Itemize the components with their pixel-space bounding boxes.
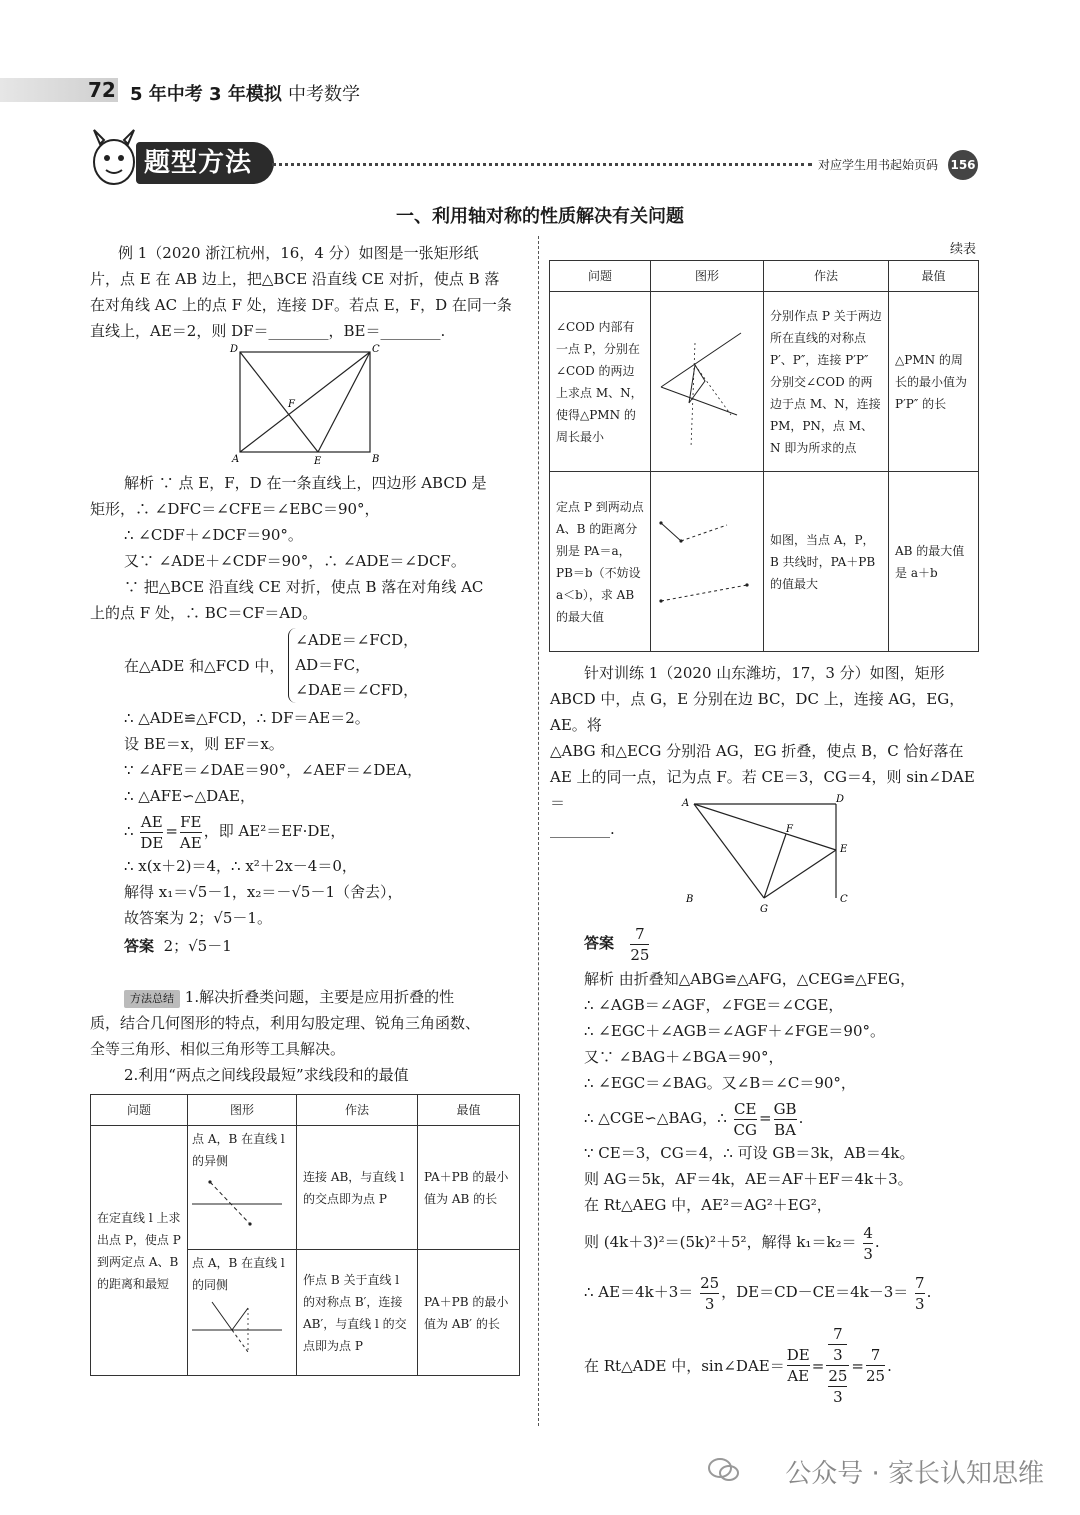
table-header: 最值 xyxy=(889,261,979,292)
frac-den: 3 xyxy=(833,1346,843,1364)
page-number: 72 xyxy=(88,78,116,102)
fig1-label-c: C xyxy=(372,344,380,355)
figure-caption: 点 A，B 在直线 l 的异侧 xyxy=(192,1132,285,1168)
fig2-label-e: E xyxy=(840,844,848,855)
example-1-line: 在对角线 AC 上的点 F 处，连接 DF。若点 E，F，D 在同一条 xyxy=(90,296,512,314)
frac-den: 25 xyxy=(865,1367,886,1385)
watermark: 公众号 · 家长认知思维 xyxy=(785,1459,1044,1489)
similarity-line: ∴ △CGE∽△BAG，∴ $\frac{CE}{CG}$ = $\frac{GB}{BA}$ . xyxy=(584,1099,804,1139)
analysis-line: 则 AG＝5k，AF＝4k，AE＝AF＋EF＝4k＋3。 xyxy=(584,1170,913,1188)
solve-line: 则 (4k＋3)²＝(5k)²＋5²，解得 k₁＝k₂＝ $\frac{4}{3}$ . xyxy=(584,1223,880,1263)
system-line: AD＝FC， xyxy=(295,656,371,674)
fig2-label-d: D xyxy=(836,794,845,805)
frac-den: 3 xyxy=(915,1294,925,1313)
frac-num: 7 xyxy=(915,1273,925,1292)
training-1-figure xyxy=(676,790,866,920)
fraction xyxy=(774,1099,797,1140)
summary-line: 2.利用“两点之间线段最短”求线段和的最值 xyxy=(124,1066,409,1084)
figure-angle-triangle xyxy=(651,303,751,453)
training-line: 针对训练 1（2020 山东潍坊，17，3 分）如图，矩形 xyxy=(584,664,945,682)
frac-den: 3 xyxy=(863,1244,873,1263)
example-1-line: 例 1（2020 浙江杭州，16，4 分）如图是一张矩形纸 xyxy=(118,244,479,262)
frac-num: CE xyxy=(734,1099,757,1118)
analysis-line: ∴ △ADE≌△FCD，∴ DF＝AE＝2。 xyxy=(124,709,370,727)
training-line: ABCD 中，点 G，E 分别在边 BC，DC 上，连接 AG，EG，AE。将 xyxy=(550,690,965,734)
frac-num: 25 xyxy=(828,1367,848,1385)
fig2-label-a: A xyxy=(682,798,690,809)
solve-prefix: 则 (4k＋3)²＝(5k)²＋5²，解得 k₁＝k₂＝ xyxy=(584,1233,857,1251)
analysis-line: ∵ ∠AFE＝∠DAE＝90°，∠AEF＝∠DEA， xyxy=(124,761,423,779)
fig2-label-f: F xyxy=(786,824,793,835)
frac-num: 7 xyxy=(630,924,649,945)
frac-den: AE xyxy=(179,833,202,852)
table-cell-value: PA＋PB 的最小值为 AB 的长 xyxy=(418,1126,520,1250)
example-1 xyxy=(90,240,530,344)
fig2-label-c: C xyxy=(840,894,848,905)
analysis-line: ∴ x(x＋2)＝4，∴ x²＋2x－4＝0， xyxy=(124,857,357,875)
frac-den: 3 xyxy=(833,1388,843,1406)
banner-dotted-line xyxy=(272,163,812,166)
frac-num: GB xyxy=(773,1099,797,1118)
table-cell-value: △PMN 的周长的最小值为 P′P″ 的长 xyxy=(889,292,979,472)
book-title: 5 年中考 3 年模拟 xyxy=(130,84,282,105)
method-table-1 xyxy=(90,1094,520,1376)
fraction xyxy=(180,812,202,853)
summary-line: 质，结合几何图形的特点，利用勾股定理、锐角三角函数、 xyxy=(90,1014,481,1032)
frac-num: 4 xyxy=(863,1223,873,1242)
compound-den xyxy=(826,1366,849,1407)
frac-den: CG xyxy=(733,1120,757,1139)
table-header: 作法 xyxy=(764,261,889,292)
analysis-line: 又∵ ∠ADE＋∠CDF＝90°，∴ ∠ADE＝∠DCF。 xyxy=(124,552,466,570)
ae-prefix: ∴ AE＝4k＋3＝ xyxy=(584,1283,694,1301)
frac-den: 3 xyxy=(704,1294,715,1313)
continued-label: 续表 xyxy=(950,242,977,257)
table-cell-figure xyxy=(651,292,764,472)
example-1-line: 片，点 E 在 AB 边上，把△BCE 沿直线 CE 对折，使点 B 落 xyxy=(90,270,500,288)
table-cell-problem: 定点 P 到两动点 A、B 的距离分别是 PA＝a，PB＝b（不妨设 a＜b），求 AB 的最大值 xyxy=(550,472,651,652)
analysis-line: 解析 ∵ 点 E，F，D 在一条直线上，四边形 ABCD 是 xyxy=(124,474,487,492)
compound-fraction xyxy=(826,1324,849,1407)
table-header: 最值 xyxy=(418,1095,520,1126)
answer-value: 2；√5－1 xyxy=(163,937,232,955)
wechat-icon xyxy=(708,1456,740,1484)
subject-title: 中考数学 xyxy=(288,84,360,105)
analysis-line: ∴ ∠CDF＋∠DCF＝90°。 xyxy=(124,526,303,544)
frac-num: AE xyxy=(140,812,163,831)
example-1-figure xyxy=(228,342,388,470)
frac-num: 7 xyxy=(828,1324,847,1345)
fraction xyxy=(630,924,649,965)
fraction xyxy=(828,1324,847,1365)
page-ref-label: 对应学生用书起始页码 xyxy=(818,158,939,172)
fraction xyxy=(140,812,163,853)
fraction xyxy=(866,1345,885,1386)
answer-label: 答案 xyxy=(584,934,615,952)
fig1-label-e: E xyxy=(314,456,322,467)
system-line: ∠DAE＝∠CFD， xyxy=(295,681,419,699)
analysis-line: 解得 x₁＝√5－1，x₂＝－√5－1（舍去）， xyxy=(124,883,403,901)
ae-de-line: ∴ AE＝4k＋3＝ $\frac{25}{3}$ ，DE＝CD－CE＝4k－3＝ $\frac{7}{3}$ . xyxy=(584,1273,932,1313)
method-summary-tag: 方法总结 xyxy=(124,990,180,1008)
table-cell-method: 分别作点 P 关于两边所在直线的对称点 P′、P″，连接 P′P″ 分别交∠COD 的两边于点 M、N，连接 PM，PN，点 M、N 即为所求的点 xyxy=(764,292,889,472)
frac-den: AE xyxy=(787,1367,810,1385)
answer-label: 答案 xyxy=(124,937,155,955)
analysis-line: 又∵ ∠BAG＋∠BGA＝90°， xyxy=(584,1048,784,1066)
frac-den: BA xyxy=(774,1120,797,1139)
sin-prefix: 在 Rt△ADE 中，sin∠DAE＝ xyxy=(584,1356,785,1375)
sim-prefix: ∴ △CGE∽△BAG，∴ xyxy=(584,1109,727,1127)
table-header: 图形 xyxy=(188,1095,297,1126)
analysis-line: 矩形，∴ ∠DFC＝∠CFE＝∠EBC＝90°， xyxy=(90,500,380,518)
analysis-line: ∵ CE＝3，CG＝4，∴ 可设 GB＝3k，AB＝4k。 xyxy=(584,1144,915,1162)
fig1-label-d: D xyxy=(230,344,239,355)
frac-num: 25 xyxy=(700,1273,720,1292)
answer-2 xyxy=(584,922,651,965)
summary-line: 全等三角形、相似三角形等工具解决。 xyxy=(90,1040,346,1058)
table-cell-method: 连接 AB，与直线 l 的交点即为点 P xyxy=(297,1126,418,1250)
fig1-label-f: F xyxy=(288,399,295,410)
section-banner: 题型方法 xyxy=(136,142,274,184)
fraction xyxy=(700,1273,719,1314)
fig1-label-a: A xyxy=(232,454,240,465)
system-brace xyxy=(288,628,418,703)
fraction xyxy=(863,1223,873,1264)
ratio-line: ∴ $\frac{AE}{DE}$ = $\frac{FE}{AE}$ ，即 AE²＝EF·DE， xyxy=(124,812,346,852)
table-header: 问题 xyxy=(91,1095,188,1126)
system-line: ∠ADE＝∠FCD， xyxy=(295,631,419,649)
fraction xyxy=(915,1273,925,1314)
figure-collinear xyxy=(651,483,751,633)
answer-1 xyxy=(90,933,530,959)
section-title: 一、利用轴对称的性质解决有关问题 xyxy=(396,206,684,227)
analysis-line: ∵ 把△BCE 沿直线 CE 对折，使点 B 落在对角线 AC xyxy=(124,578,484,596)
system-prefix: 在△ADE 和△FCD 中， xyxy=(124,656,285,675)
compound-num xyxy=(826,1324,849,1366)
figure-caption: 点 A，B 在直线 l 的同侧 xyxy=(192,1256,285,1292)
analysis-line: 设 BE＝x，则 EF＝x。 xyxy=(124,735,284,753)
mascot-icon xyxy=(86,126,142,188)
analysis-line: ∴ ∠EGC＋∠AGB＝∠AGF＋∠FGE＝90°。 xyxy=(584,1022,885,1040)
table-cell-figure xyxy=(188,1250,297,1376)
analysis-line: 上的点 F 处，∴ BC＝CF＝AD。 xyxy=(90,604,318,622)
training-line: △ABG 和△ECG 分别沿 AG，EG 折叠，使点 B，C 恰好落在 xyxy=(550,742,964,760)
frac-den: DE xyxy=(140,833,164,852)
table-cell-method: 作点 B 关于直线 l 的对称点 B′，连接 AB′，与直线 l 的交点即为点 P xyxy=(297,1250,418,1376)
example-1-line: 直线上，AE＝2，则 DF＝________，BE＝________. xyxy=(90,322,446,340)
analysis-2 xyxy=(584,966,984,1407)
ratio-prefix: ∴ xyxy=(124,822,134,840)
frac-num: FE xyxy=(180,812,202,831)
method-summary xyxy=(90,984,530,1088)
fig1-label-b: B xyxy=(372,454,380,465)
fraction xyxy=(828,1366,847,1407)
frac-num: DE xyxy=(786,1346,810,1364)
fraction xyxy=(734,1099,757,1140)
training-line: AE 上的同一点，记为点 F。若 CE＝3，CG＝4，则 sin∠DAE＝ xyxy=(550,768,975,812)
table-cell-figure xyxy=(188,1126,297,1250)
fraction xyxy=(787,1345,810,1386)
sin-line: 在 Rt△ADE 中，sin∠DAE＝ $\frac{DE}{AE}$ = 7 3 25 3 = $\frac{7}{25}$ . xyxy=(584,1325,892,1406)
analysis-line: ∴ △AFE∽△DAE， xyxy=(124,787,255,805)
table-cell-method: 如图，当点 A，P，B 共线时，PA＋PB 的值最大 xyxy=(764,472,889,652)
ratio-suffix: ，即 AE²＝EF·DE， xyxy=(203,822,346,840)
table-cell-problem: ∠COD 内部有一点 P，分别在∠COD 的两边上求点 M、N，使得△PMN 的周长最小 xyxy=(550,292,651,472)
table-header: 图形 xyxy=(651,261,764,292)
table-header: 问题 xyxy=(550,261,651,292)
frac-num: 7 xyxy=(866,1345,885,1366)
fig2-label-b: B xyxy=(686,894,694,905)
table-cell-figure xyxy=(651,472,764,652)
method-table-2 xyxy=(549,260,979,652)
frac-den: 25 xyxy=(630,945,650,964)
table-header: 作法 xyxy=(297,1095,418,1126)
congruence-system xyxy=(90,628,530,703)
figure-opposite-sides xyxy=(192,1172,284,1228)
column-divider xyxy=(538,236,539,1426)
table-cell-problem: 在定直线 l 上求出点 P，使点 P 到两定点 A、B 的距离和最短 xyxy=(91,1126,188,1376)
analysis-1 xyxy=(90,470,530,959)
training-line: ________. xyxy=(550,820,615,838)
analysis-line: 在 Rt△AEG 中，AE²＝AG²＋EG²， xyxy=(584,1196,832,1214)
fig2-label-g: G xyxy=(760,904,768,915)
table-cell-value: AB 的最大值是 a＋b xyxy=(889,472,979,652)
analysis-line: ∴ ∠AGB＝∠AGF，∠FGE＝∠CGE， xyxy=(584,996,844,1014)
page-ref-number: 156 xyxy=(948,150,978,180)
analysis-line: 解析 由折叠知△ABG≌△AFG，△CEG≌△FEG， xyxy=(584,970,916,988)
analysis-line: 故答案为 2；√5－1。 xyxy=(124,909,272,927)
de-text: ，DE＝CD－CE＝4k－3＝ xyxy=(721,1283,909,1301)
table-cell-value: PA＋PB 的最小值为 AB′ 的长 xyxy=(418,1250,520,1376)
figure-same-side xyxy=(192,1296,284,1356)
analysis-line: ∴ ∠EGC＝∠BAG。又∠B＝∠C＝90°， xyxy=(584,1074,856,1092)
summary-line: 1.解决折叠类问题，主要是应用折叠的性 xyxy=(184,988,455,1006)
